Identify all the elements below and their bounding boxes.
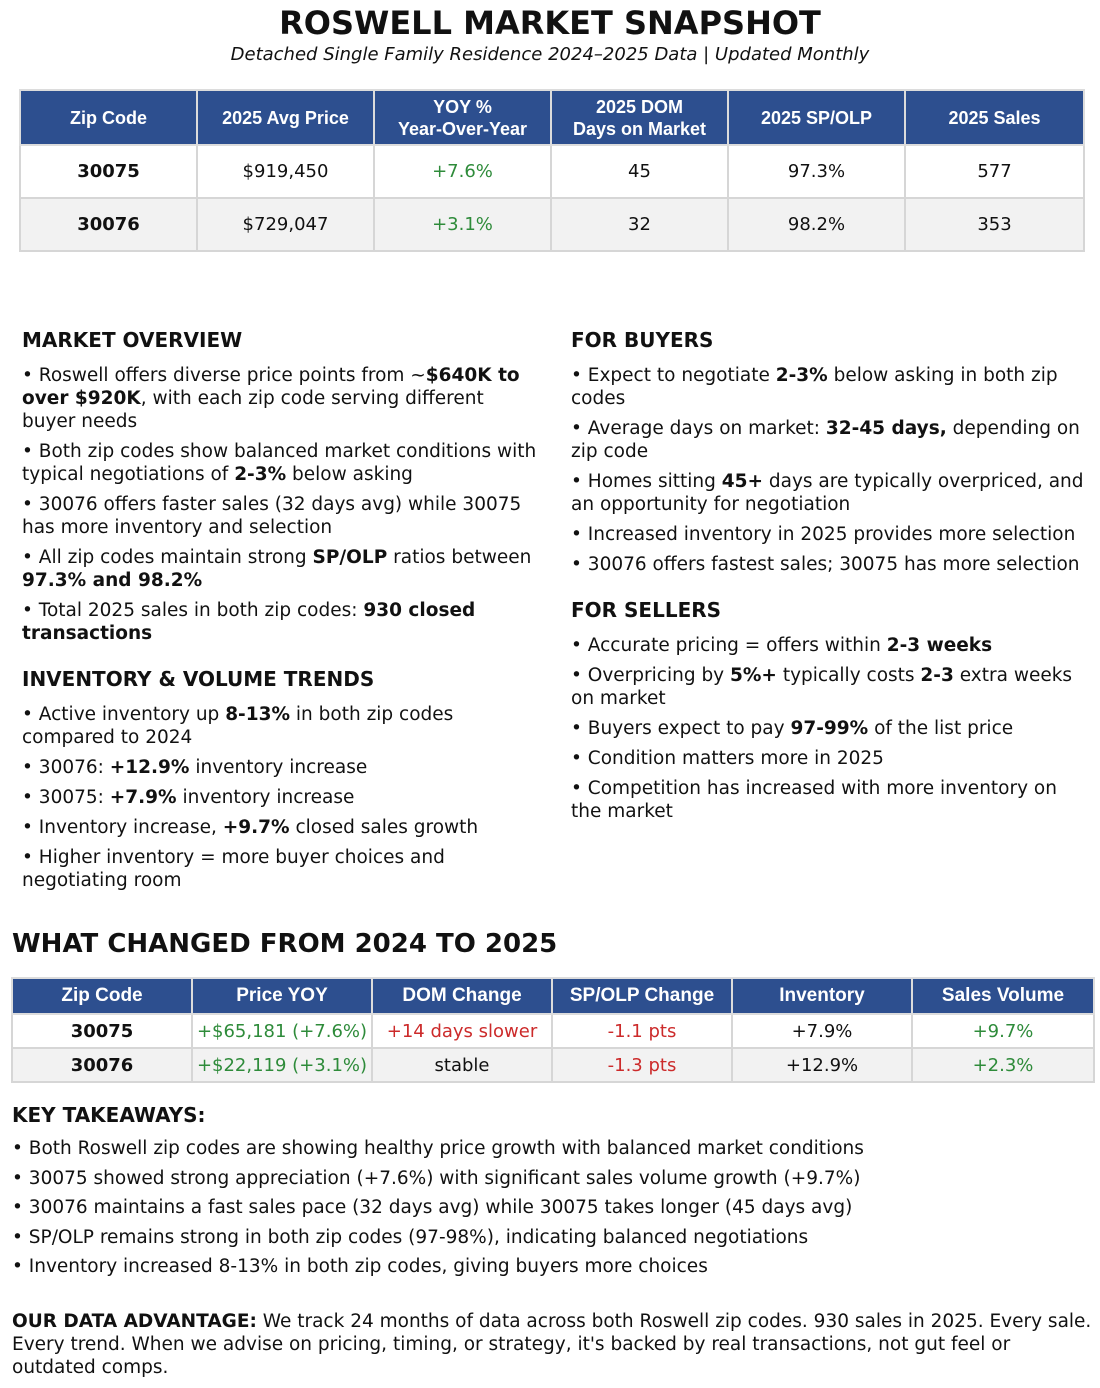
header-avg-price: 2025 Avg Price [197,90,374,145]
sp-olp-change-cell: -1.3 pts [552,1048,732,1082]
price-yoy-cell: +$22,119 (+3.1%) [192,1048,372,1082]
table-row [20,145,1084,198]
yoy-cell: +7.6% [374,145,551,198]
list-item: • Roswell offers diverse price points from ~$640K to over $920K, with each zip code serving different buyer needs [22,365,520,432]
inventory-trends-heading: INVENTORY & VOLUME TRENDS [22,667,375,691]
for-buyers-heading: FOR BUYERS [571,328,714,352]
dom-change-cell: +14 days slower [372,1014,552,1048]
list-item: • Buyers expect to pay 97-99% of the list price [571,718,1014,739]
list-item: • Average days on market: 32-45 days, depending on zip code [571,418,1080,462]
inventory-cell: +7.9% [732,1014,912,1048]
header-yoy: YOY % Year-Over-Year [374,90,551,145]
list-item: • 30075 showed strong appreciation (+7.6%) with significant sales volume growth (+9.7%) [12,1167,861,1189]
header-sp-olp-change: SP/OLP Change [552,978,732,1014]
avg-price-cell: $729,047 [197,198,374,251]
list-item: • Homes sitting 45+ days are typically overpriced, and an opportunity for negotiation [571,471,1084,515]
changes-heading: WHAT CHANGED FROM 2024 TO 2025 [12,929,558,959]
list-item: • 30076 offers faster sales (32 days avg) while 30075 has more inventory and selection [22,494,522,538]
list-item: • SP/OLP remains strong in both zip codes (97-98%), indicating balanced negotiations [12,1226,809,1248]
data-advantage [12,1310,1094,1379]
list-item: • Competition has increased with more inventory on the market [571,778,1057,822]
list-item: • Both zip codes show balanced market conditions with typical negotiations of 2-3% below asking [22,441,537,485]
sales-cell: 353 [905,198,1084,251]
table-row [12,1014,1094,1048]
header-price-yoy: Price YOY [192,978,372,1014]
list-item: • All zip codes maintain strong SP/OLP ratios between 97.3% and 98.2% [22,547,532,591]
zip-cell: 30075 [12,1014,192,1048]
changes-table [11,977,1095,1083]
list-item: • 30076: +12.9% inventory increase [22,757,368,778]
list-item: • Higher inventory = more buyer choices and negotiating room [22,847,445,891]
list-item: • Expect to negotiate 2-3% below asking in both zip codes [571,365,1058,409]
for-sellers-heading: FOR SELLERS [571,598,722,622]
sp-olp-cell: 97.3% [728,145,905,198]
key-takeaways [12,1103,1092,1285]
yoy-cell: +3.1% [374,198,551,251]
left-column [22,328,542,899]
data-advantage-text: We track 24 months of data across both Roswell zip codes. 930 sales in 2025. Every sale. Every trend. When we advise on pricing, timing, or strategy, it's backed by real transactions, not gut feel or outdated comps. [12,1311,1092,1378]
dom-cell: 32 [551,198,728,251]
right-column [571,328,1086,830]
market-overview-heading: MARKET OVERVIEW [22,328,243,352]
page-subtitle: Detached Single Family Residence 2024–2025 Data | Updated Monthly [230,44,870,65]
sales-volume-cell: +2.3% [912,1048,1094,1082]
list-item: • 30076 maintains a fast sales pace (32 days avg) while 30075 takes longer (45 days avg) [12,1197,853,1218]
snapshot-header-row [20,90,1084,145]
snapshot-table [19,89,1085,252]
header-sp-olp: 2025 SP/OLP [728,90,905,145]
header-inventory: Inventory [732,978,912,1014]
zip-cell: 30075 [20,145,197,198]
header-dom: 2025 DOM Days on Market [551,90,728,145]
key-takeaways-heading: KEY TAKEAWAYS: [12,1103,206,1127]
changes-header-row [12,978,1094,1014]
list-item: • Inventory increased 8-13% in both zip codes, giving buyers more choices [12,1256,708,1277]
header-zip-code: Zip Code [12,978,192,1014]
data-advantage-label: OUR DATA ADVANTAGE: [12,1311,257,1332]
table-row [12,1048,1094,1082]
list-item: • 30076 offers fastest sales; 30075 has more selection [571,554,1080,575]
avg-price-cell: $919,450 [197,145,374,198]
dom-change-cell: stable [372,1048,552,1082]
sales-volume-cell: +9.7% [912,1014,1094,1048]
list-item: • 30075: +7.9% inventory increase [22,787,355,808]
sp-olp-change-cell: -1.1 pts [552,1014,732,1048]
list-item: • Increased inventory in 2025 provides more selection [571,524,1076,545]
table-row [20,198,1084,251]
sales-cell: 577 [905,145,1084,198]
zip-cell: 30076 [20,198,197,251]
list-item: • Accurate pricing = offers within 2-3 weeks [571,635,993,656]
dom-cell: 45 [551,145,728,198]
inventory-cell: +12.9% [732,1048,912,1082]
list-item: • Overpricing by 5%+ typically costs 2-3 extra weeks on market [571,665,1073,709]
header-zip-code: Zip Code [20,90,197,145]
page-title: ROSWELL MARKET SNAPSHOT [279,4,821,42]
list-item: • Active inventory up 8-13% in both zip codes compared to 2024 [22,704,454,748]
header-sales: 2025 Sales [905,90,1084,145]
header-sales-volume: Sales Volume [912,978,1094,1014]
header-dom-change: DOM Change [372,978,552,1014]
sp-olp-cell: 98.2% [728,198,905,251]
zip-cell: 30076 [12,1048,192,1082]
list-item: • Both Roswell zip codes are showing healthy price growth with balanced market conditions [12,1138,864,1159]
list-item: • Total 2025 sales in both zip codes: 930 closed transactions [22,600,476,644]
price-yoy-cell: +$65,181 (+7.6%) [192,1014,372,1048]
list-item: • Inventory increase, +9.7% closed sales growth [22,817,479,838]
list-item: • Condition matters more in 2025 [571,748,884,769]
